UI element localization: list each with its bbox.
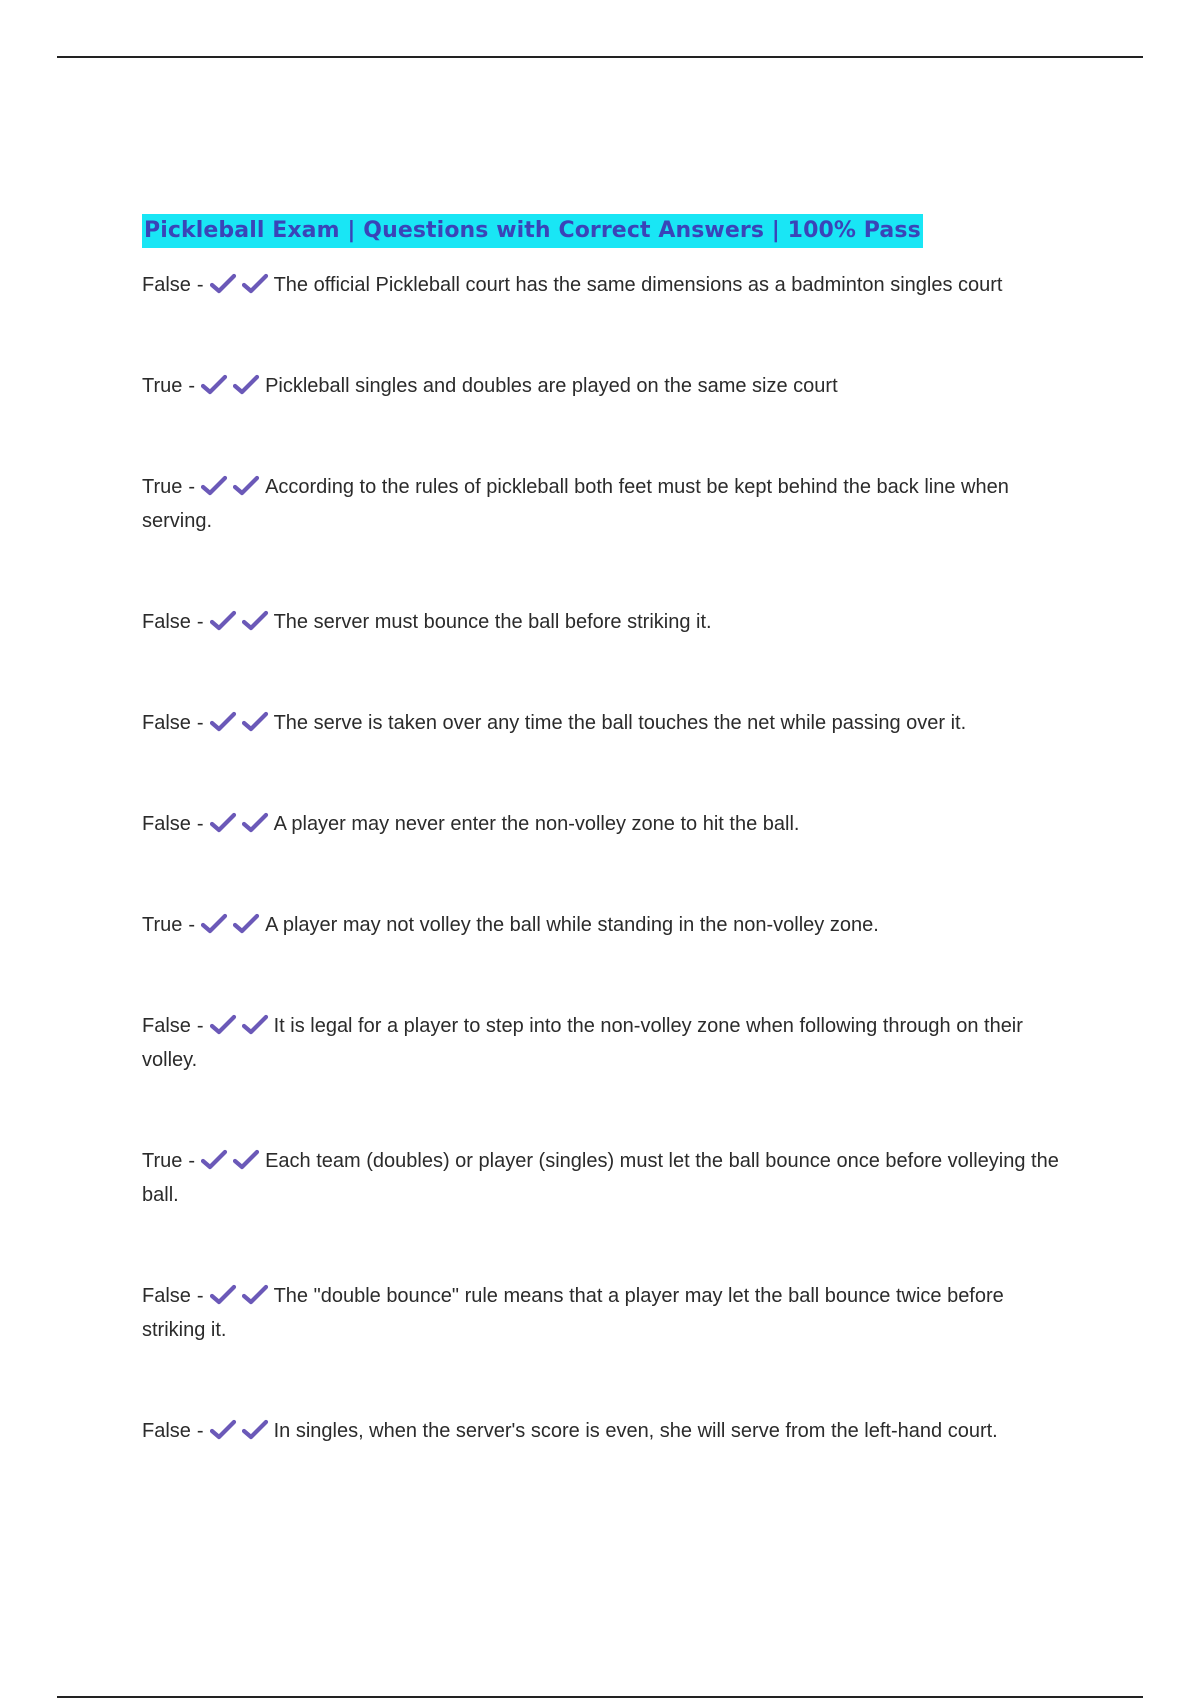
statement-text: A player may never enter the non-volley zone to hit the ball. [273, 813, 800, 835]
answer-separator: - [188, 1150, 196, 1172]
answer-separator: - [196, 1015, 204, 1037]
answer-separator: - [196, 712, 204, 734]
checkmark-icon [242, 711, 269, 733]
statement-text: A player may not volley the ball while standing in the non-volley zone. [265, 914, 879, 936]
checkmark-icon [201, 1149, 228, 1171]
question-item [142, 1414, 1072, 1448]
answer-label: False [142, 712, 191, 734]
question-item [142, 706, 1072, 740]
question-item [142, 369, 1072, 403]
answer-label: False [142, 611, 191, 633]
statement-text: Each team (doubles) or player (singles) must let the ball bounce once before volleying the ball. [142, 1150, 1059, 1206]
question-item [142, 268, 1072, 302]
question-item [142, 605, 1072, 639]
question-item [142, 1009, 1072, 1077]
checkmark-icon [242, 1419, 269, 1441]
checkmark-icon [210, 1284, 237, 1306]
checkmark-icon [210, 1014, 237, 1036]
question-item [142, 1279, 1072, 1347]
checkmark-icon [233, 475, 260, 497]
statement-text: In singles, when the server's score is even, she will serve from the left-hand court. [273, 1420, 998, 1442]
answer-label: True [142, 476, 183, 498]
checkmark-icon [210, 711, 237, 733]
checkmark-icon [210, 1419, 237, 1441]
checkmark-icon [242, 812, 269, 834]
answer-separator: - [196, 611, 204, 633]
answer-separator: - [188, 375, 196, 397]
answer-label: True [142, 914, 183, 936]
statement-text: The official Pickleball court has the same dimensions as a badminton singles court [273, 274, 1003, 296]
question-item [142, 470, 1072, 538]
answer-separator: - [196, 813, 204, 835]
answer-label: True [142, 375, 183, 397]
answer-separator: - [196, 274, 204, 296]
document-body [142, 214, 1072, 1515]
checkmark-icon [233, 1149, 260, 1171]
checkmark-icon [233, 913, 260, 935]
answer-separator: - [188, 914, 196, 936]
statement-text: The "double bounce" rule means that a player may let the ball bounce twice before striking it. [142, 1285, 1004, 1341]
checkmark-icon [210, 812, 237, 834]
bottom-rule [57, 1696, 1143, 1698]
answer-separator: - [196, 1285, 204, 1307]
checkmark-icon [201, 913, 228, 935]
checkmark-icon [210, 273, 237, 295]
answer-separator: - [188, 476, 196, 498]
question-item [142, 807, 1072, 841]
question-list [142, 268, 1072, 1448]
answer-label: True [142, 1150, 183, 1172]
statement-text: Pickleball singles and doubles are played on the same size court [265, 375, 838, 397]
answer-separator: - [196, 1420, 204, 1442]
checkmark-icon [233, 374, 260, 396]
checkmark-icon [242, 1014, 269, 1036]
document-title: Pickleball Exam | Questions with Correct Answers | 100% Pass [142, 214, 923, 248]
checkmark-icon [201, 475, 228, 497]
answer-label: False [142, 274, 191, 296]
question-item [142, 908, 1072, 942]
answer-label: False [142, 1285, 191, 1307]
answer-label: False [142, 1015, 191, 1037]
answer-label: False [142, 1420, 191, 1442]
checkmark-icon [201, 374, 228, 396]
top-rule [57, 56, 1143, 58]
question-item [142, 1144, 1072, 1212]
checkmark-icon [210, 610, 237, 632]
statement-text: The serve is taken over any time the ball touches the net while passing over it. [273, 712, 967, 734]
statement-text: The server must bounce the ball before striking it. [273, 611, 712, 633]
checkmark-icon [242, 273, 269, 295]
statement-text: It is legal for a player to step into the non-volley zone when following through on their volley. [142, 1015, 1023, 1071]
answer-label: False [142, 813, 191, 835]
checkmark-icon [242, 610, 269, 632]
statement-text: According to the rules of pickleball both feet must be kept behind the back line when serving. [142, 476, 1009, 532]
checkmark-icon [242, 1284, 269, 1306]
